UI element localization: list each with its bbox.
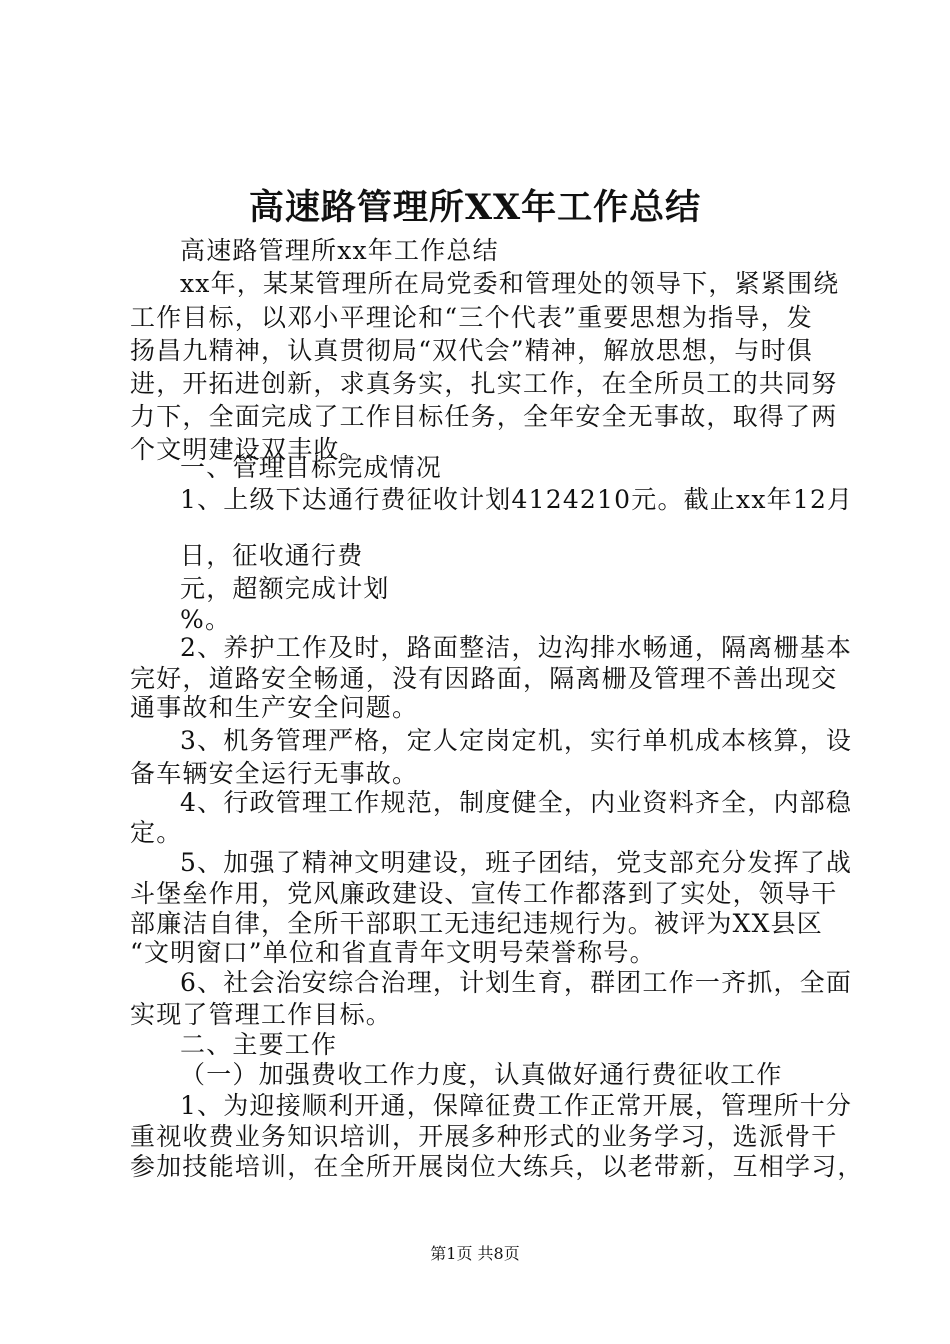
section-heading: 二、主要工作 bbox=[180, 1030, 338, 1059]
section-heading: 一、管理目标完成情况 bbox=[180, 453, 443, 482]
paragraph-line: 1、上级下达通行费征收计划4124210元。截止xx年12月 bbox=[180, 485, 854, 514]
paragraph-line: 力下，全面完成了工作目标任务，全年安全无事故，取得了两 bbox=[130, 402, 838, 431]
paragraph-line: 2、养护工作及时，路面整洁，边沟排水畅通，隔离栅基本 bbox=[180, 633, 853, 662]
paragraph-line: 完好，道路安全畅通，没有因路面，隔离栅及管理不善出现交 bbox=[130, 664, 838, 693]
paragraph-line: 5、加强了精神文明建设，班子团结，党支部充分发挥了战 bbox=[180, 848, 853, 877]
paragraph-line: 参加技能培训，在全所开展岗位大练兵，以老带新，互相学习， bbox=[130, 1152, 864, 1181]
paragraph-line: 个文明建设双丰收。 bbox=[130, 435, 366, 464]
paragraph-line: 定。 bbox=[130, 818, 183, 847]
paragraph-line: %。 bbox=[180, 605, 232, 634]
paragraph-line: 扬昌九精神，认真贯彻局“双代会”精神，解放思想，与时俱 bbox=[130, 336, 813, 365]
paragraph-line: “文明窗口”单位和省直青年文明号荣誉称号。 bbox=[130, 938, 656, 967]
paragraph-line: 部廉洁自律，全所干部职工无违纪违规行为。被评为XX县区 bbox=[130, 909, 823, 938]
paragraph-line: 备车辆安全运行无事故。 bbox=[130, 759, 419, 788]
subtitle-line: 高速路管理所xx年工作总结 bbox=[180, 236, 499, 265]
paragraph-line: 实现了管理工作目标。 bbox=[130, 1000, 393, 1029]
subsection-heading: （一）加强费收工作力度，认真做好通行费征收工作 bbox=[180, 1060, 783, 1089]
paragraph-line: 3、机务管理严格，定人定岗定机，实行单机成本核算，设 bbox=[180, 726, 853, 755]
paragraph-line: 重视收费业务知识培训，开展多种形式的业务学习，选派骨干 bbox=[130, 1122, 838, 1151]
paragraph-line: 1、为迎接顺利开通，保障征费工作正常开展，管理所十分 bbox=[180, 1091, 853, 1120]
page-footer: 第1页 共8页 bbox=[430, 1244, 520, 1263]
paragraph-line: 元，超额完成计划 bbox=[180, 574, 390, 603]
paragraph-line: 斗堡垒作用，党风廉政建设、宣传工作都落到了实处，领导干 bbox=[130, 879, 838, 908]
paragraph-line: 工作目标，以邓小平理论和“三个代表”重要思想为指导，发 bbox=[130, 303, 813, 332]
paragraph-line: 进，开拓进创新，求真务实，扎实工作，在全所员工的共同努 bbox=[130, 369, 838, 398]
paragraph-line: 通事故和生产安全问题。 bbox=[130, 693, 419, 722]
paragraph-line: 4、行政管理工作规范，制度健全，内业资料齐全，内部稳 bbox=[180, 788, 853, 817]
document-title: 高速路管理所XX年工作总结 bbox=[248, 187, 702, 228]
paragraph-line: xx年，某某管理所在局党委和管理处的领导下，紧紧围绕 bbox=[180, 269, 840, 298]
paragraph-line: 日，征收通行费 bbox=[180, 541, 364, 570]
paragraph-line: 6、社会治安综合治理，计划生育，群团工作一齐抓，全面 bbox=[180, 968, 853, 997]
